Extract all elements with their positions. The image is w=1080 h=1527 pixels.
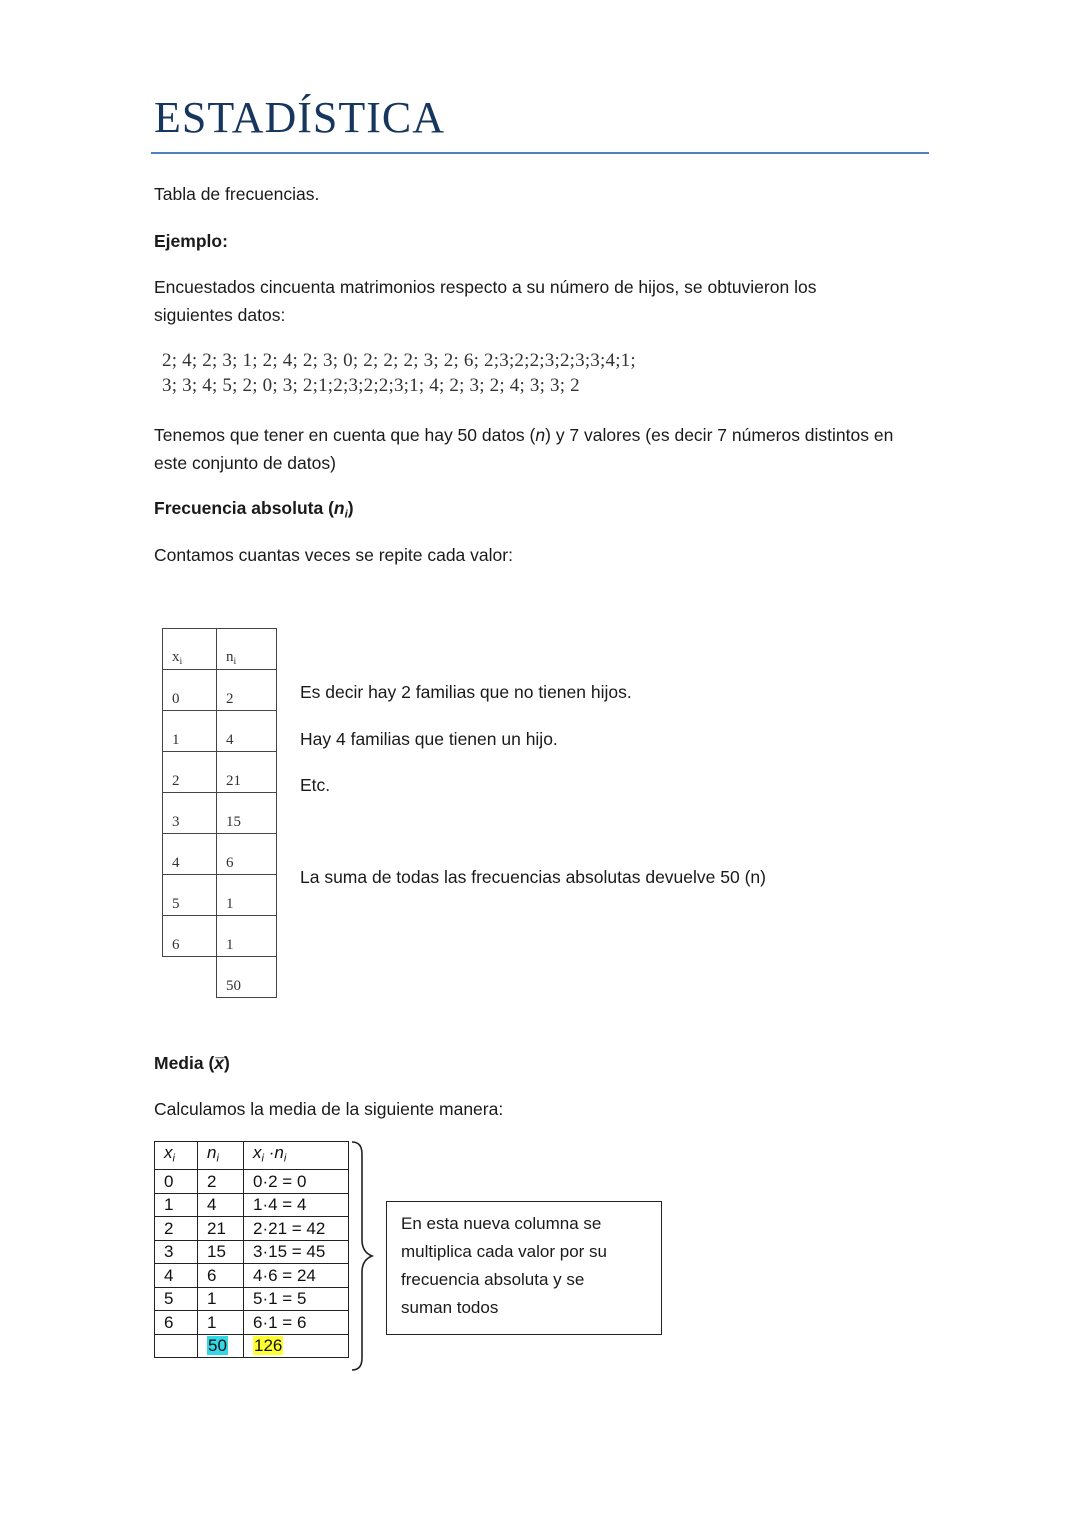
cell-xn: 1·4 = 4 (244, 1193, 349, 1217)
cell-x: 1 (155, 1193, 198, 1217)
table-row (163, 793, 277, 834)
table-row (155, 1264, 349, 1288)
header-x: $x_i$ (163, 629, 217, 670)
cell-xn: 5·1 = 5 (244, 1287, 349, 1311)
highlight-total-xn: 126 (254, 1336, 283, 1356)
page-title: ESTADÍSTICA (154, 93, 446, 142)
table-row (163, 629, 277, 670)
cell-empty (163, 957, 217, 998)
header-n: $n_i$ (217, 629, 277, 670)
count-text: Contamos cuantas veces se repite cada valor: (154, 545, 513, 565)
table-row (163, 711, 277, 752)
side-note-3: Etc. (300, 775, 331, 795)
explanation-box (386, 1201, 662, 1335)
side-note-2: Hay 4 familias que tienen un hijo. (300, 729, 558, 749)
table-row-total (163, 957, 277, 998)
table-row (163, 670, 277, 711)
cell-x: 5 (163, 875, 217, 916)
frequency-table (162, 628, 277, 998)
table-row (155, 1217, 349, 1241)
cell-xn: 6·1 = 6 (244, 1311, 349, 1335)
cell-x: 3 (163, 793, 217, 834)
table-row (163, 752, 277, 793)
table-row (155, 1170, 349, 1194)
cell-xn: 2·21 = 42 (244, 1217, 349, 1241)
mean-heading: Media (x̅) (154, 1053, 230, 1073)
cell-n: 1 (217, 875, 277, 916)
cell-x: 0 (155, 1170, 198, 1194)
cell-n: 6 (217, 834, 277, 875)
side-note-4: La suma de todas las frecuencias absolutas devuelve 50 (n) (300, 867, 766, 887)
cell-n: 1 (198, 1311, 244, 1335)
cell-x: 6 (155, 1311, 198, 1335)
n-symbol: n (535, 425, 546, 445)
example-heading: Ejemplo: (154, 231, 228, 251)
cell-n: 2 (217, 670, 277, 711)
cell-n: 21 (198, 1217, 244, 1241)
cell-total-n (198, 1334, 244, 1358)
cell-total-xn (244, 1334, 349, 1358)
cell-n: 4 (198, 1193, 244, 1217)
note-line-1: Tenemos que tener en cuenta que hay 50 datos (n) y 7 valores (es decir 7 números distintos en (154, 425, 894, 445)
cell-xn: 3·15 = 45 (244, 1240, 349, 1264)
header-n: $n_i$ (198, 1142, 244, 1170)
cell-x: 4 (163, 834, 217, 875)
abs-frequency-heading: Frecuencia absoluta $(n_i)$ (154, 498, 354, 521)
cell-n: 1 (198, 1287, 244, 1311)
header-x: $x_i$ (155, 1142, 198, 1170)
cell-x: 3 (155, 1240, 198, 1264)
table-row (155, 1142, 349, 1170)
cell-n: 4 (217, 711, 277, 752)
cell-n: 15 (217, 793, 277, 834)
table-row (163, 875, 277, 916)
cell-n: 1 (217, 916, 277, 957)
highlight-total-n: 50 (208, 1336, 227, 1356)
table-row (155, 1240, 349, 1264)
cell-n: 6 (198, 1264, 244, 1288)
cell-x: 5 (155, 1287, 198, 1311)
cell-x: 4 (155, 1264, 198, 1288)
example-text-line2: siguientes datos: (154, 305, 286, 325)
cell-x: 0 (163, 670, 217, 711)
cell-n: 15 (198, 1240, 244, 1264)
data-line-2: 3; 3; 4; 5; 2; 0; 3; 2;1;2;3;2;2;3;1; 4; 2; 3; 2; 4; 3; 3; 2 (162, 375, 580, 396)
table-row (155, 1311, 349, 1335)
box-line-3: frecuencia absoluta y se (401, 1270, 585, 1289)
cell-x: 6 (163, 916, 217, 957)
cell-total: 50 (217, 957, 277, 998)
cell-xn: 0·2 = 0 (244, 1170, 349, 1194)
title-underline (151, 152, 929, 154)
cell-empty (155, 1334, 198, 1358)
table-row-total (155, 1334, 349, 1358)
cell-n: 2 (198, 1170, 244, 1194)
cell-xn: 4·6 = 24 (244, 1264, 349, 1288)
intro-text: Tabla de frecuencias. (154, 184, 320, 204)
box-line-1: En esta nueva columna se (401, 1214, 602, 1233)
side-note-1: Es decir hay 2 familias que no tienen hijos. (300, 682, 632, 702)
table-row (163, 834, 277, 875)
cell-x: 1 (163, 711, 217, 752)
data-line-1: 2; 4; 2; 3; 1; 2; 4; 2; 3; 0; 2; 2; 2; 3; 2; 6; 2;3;2;2;3;2;3;3;4;1; (162, 350, 636, 371)
right-brace-icon (350, 1140, 380, 1372)
mean-text: Calculamos la media de la siguiente manera: (154, 1099, 504, 1119)
box-line-2: multiplica cada valor por su (401, 1242, 607, 1261)
example-text-line1: Encuestados cincuenta matrimonios respecto a su número de hijos, se obtuvieron los (154, 277, 817, 297)
mean-table (154, 1141, 349, 1358)
note-line-2: este conjunto de datos) (154, 453, 336, 473)
table-row (155, 1193, 349, 1217)
header-xn: $x_i \cdot n_i$ (244, 1142, 349, 1170)
box-line-4: suman todos (401, 1298, 499, 1317)
mean-symbol: x̅ (214, 1053, 225, 1073)
table-row (163, 916, 277, 957)
cell-x: 2 (163, 752, 217, 793)
cell-n: 21 (217, 752, 277, 793)
table-row (155, 1287, 349, 1311)
cell-x: 2 (155, 1217, 198, 1241)
